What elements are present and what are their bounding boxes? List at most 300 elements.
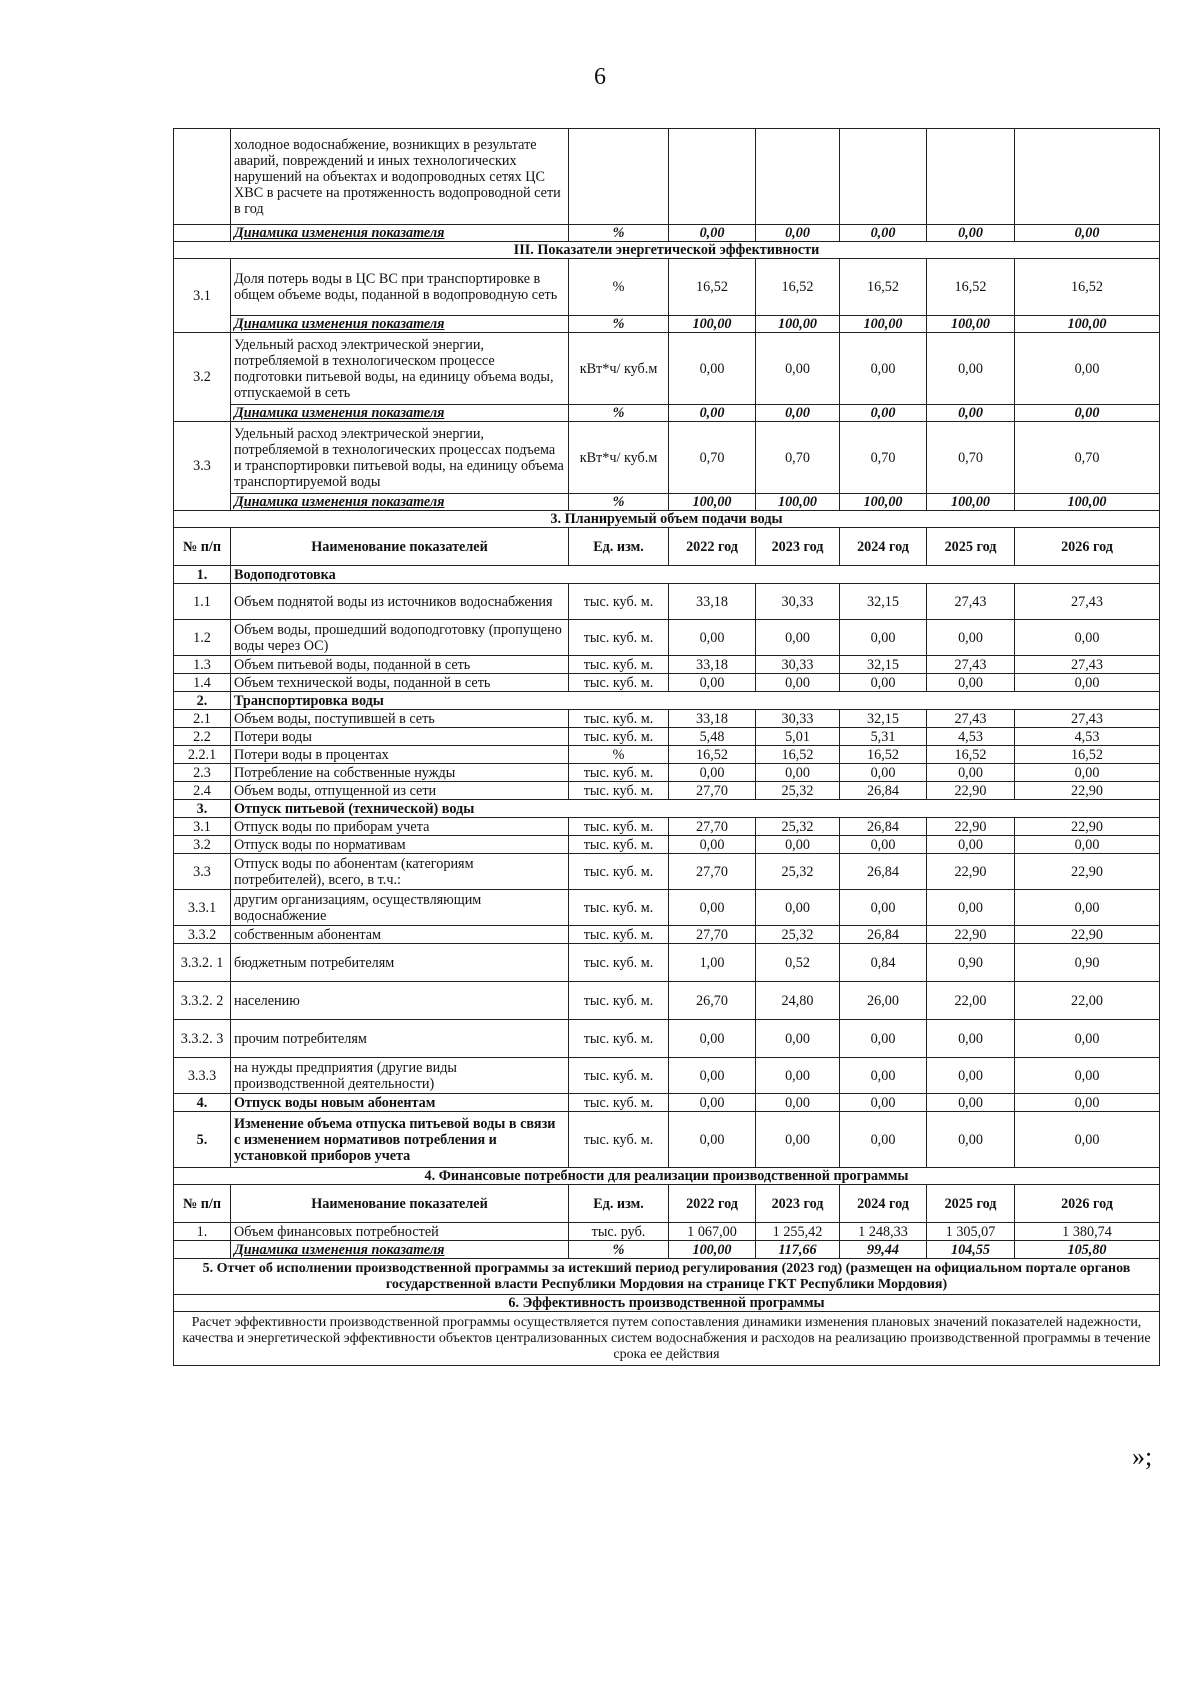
value-cell: 0,00 (756, 1020, 840, 1058)
value-cell: 22,90 (1015, 782, 1160, 800)
row-number-cell: 2.1 (174, 710, 231, 728)
value-cell: 0,00 (756, 764, 840, 782)
table-row (174, 333, 1160, 405)
value-cell: 16,52 (1015, 746, 1160, 764)
value-cell: 100,00 (840, 494, 927, 511)
value-cell: 0,00 (669, 1112, 756, 1168)
indicator-name: Объем поднятой воды из источников водоснабжения (231, 584, 569, 620)
value-cell: 0,70 (927, 422, 1015, 494)
section-title: 3. Планируемый объем подачи воды (174, 511, 1160, 528)
value-cell: 0,00 (1015, 620, 1160, 656)
value-cell: 0,00 (840, 1094, 927, 1112)
section-title: III. Показатели энергетической эффективности (174, 242, 1160, 259)
value-cell: 0,00 (927, 1058, 1015, 1094)
value-cell: 0,00 (927, 1020, 1015, 1058)
value-cell: 16,52 (840, 259, 927, 316)
value-cell: 0,00 (840, 1058, 927, 1094)
value-cell: 25,32 (756, 854, 840, 890)
value-cell: 0,00 (927, 1112, 1015, 1168)
column-header: 2022 год (669, 1185, 756, 1223)
value-cell: 100,00 (1015, 494, 1160, 511)
indicator-name: населению (231, 982, 569, 1020)
column-header: № п/п (174, 1185, 231, 1223)
value-cell: 16,52 (669, 746, 756, 764)
row-number-cell: 2.2.1 (174, 746, 231, 764)
row-number-cell: 2.3 (174, 764, 231, 782)
value-cell: 4,53 (927, 728, 1015, 746)
section-title-row (174, 1168, 1160, 1185)
indicator-name: собственным абонентам (231, 926, 569, 944)
unit-cell: % (569, 1241, 669, 1259)
value-cell: 26,00 (840, 982, 927, 1020)
indicator-name: Объем воды, поступившей в сеть (231, 710, 569, 728)
unit-cell: тыс. куб. м. (569, 764, 669, 782)
value-cell: 0,00 (840, 1112, 927, 1168)
indicator-name: Отпуск воды по абонентам (категориям потребителей), всего, в т.ч.: (231, 854, 569, 890)
value-cell: 0,00 (927, 836, 1015, 854)
table-row (174, 584, 1160, 620)
row-number-cell (174, 225, 231, 242)
section-title: 5. Отчет об исполнении производственной программы за истекший период регулирования (2023 год) (размещен на официальном портале органов государственной власти Республики Мордовия на странице ГКТ Республики Мордовия) (174, 1259, 1160, 1295)
unit-cell: тыс. куб. м. (569, 1020, 669, 1058)
value-cell: 0,00 (756, 225, 840, 242)
value-cell: 0,00 (669, 405, 756, 422)
group-title: Транспортировка воды (231, 692, 1160, 710)
indicator-name: Динамика изменения показателя (231, 316, 569, 333)
value-cell: 0,00 (1015, 225, 1160, 242)
unit-cell: тыс. куб. м. (569, 782, 669, 800)
table-row (174, 656, 1160, 674)
value-cell: 0,52 (756, 944, 840, 982)
value-cell: 100,00 (1015, 316, 1160, 333)
indicator-name: Динамика изменения показателя (231, 405, 569, 422)
value-cell: 0,00 (840, 620, 927, 656)
row-number-cell: 1.4 (174, 674, 231, 692)
column-header: Наименование показателей (231, 1185, 569, 1223)
value-cell: 0,00 (1015, 1058, 1160, 1094)
row-number-cell: 3.3.2 (174, 926, 231, 944)
indicator-name: Динамика изменения показателя (231, 494, 569, 511)
table-row (174, 728, 1160, 746)
value-cell: 22,90 (1015, 926, 1160, 944)
indicator-name: Потери воды в процентах (231, 746, 569, 764)
column-header: 2025 год (927, 528, 1015, 566)
value-cell: 33,18 (669, 656, 756, 674)
value-cell: 27,43 (927, 710, 1015, 728)
unit-cell: тыс. куб. м. (569, 926, 669, 944)
unit-cell: тыс. куб. м. (569, 944, 669, 982)
value-cell: 30,33 (756, 710, 840, 728)
value-cell (1015, 129, 1160, 225)
value-cell: 4,53 (1015, 728, 1160, 746)
value-cell: 104,55 (927, 1241, 1015, 1259)
table-row (174, 1058, 1160, 1094)
value-cell: 22,90 (927, 782, 1015, 800)
value-cell: 1 255,42 (756, 1223, 840, 1241)
value-cell: 0,70 (669, 422, 756, 494)
row-number-cell: 4. (174, 1094, 231, 1112)
value-cell: 100,00 (756, 494, 840, 511)
unit-cell: % (569, 494, 669, 511)
value-cell: 0,70 (1015, 422, 1160, 494)
value-cell: 0,84 (840, 944, 927, 982)
group-title: Отпуск питьевой (технической) воды (231, 800, 1160, 818)
column-header: Наименование показателей (231, 528, 569, 566)
value-cell: 16,52 (669, 259, 756, 316)
table-row (174, 890, 1160, 926)
table-row (174, 422, 1160, 494)
value-cell: 25,32 (756, 818, 840, 836)
value-cell: 0,00 (927, 620, 1015, 656)
unit-cell: % (569, 405, 669, 422)
value-cell (840, 129, 927, 225)
value-cell: 27,70 (669, 854, 756, 890)
value-cell: 0,00 (840, 836, 927, 854)
value-cell: 0,00 (669, 225, 756, 242)
value-cell: 1 380,74 (1015, 1223, 1160, 1241)
value-cell: 22,90 (1015, 854, 1160, 890)
value-cell: 0,00 (840, 1020, 927, 1058)
row-number-cell: 3.1 (174, 259, 231, 333)
value-cell: 16,52 (1015, 259, 1160, 316)
value-cell: 0,00 (756, 333, 840, 405)
value-cell: 0,00 (927, 674, 1015, 692)
indicator-name: Объем воды, прошедший водоподготовку (пропущено воды через ОС) (231, 620, 569, 656)
value-cell: 0,00 (840, 333, 927, 405)
value-cell: 32,15 (840, 710, 927, 728)
value-cell: 0,00 (669, 333, 756, 405)
value-cell: 0,00 (1015, 890, 1160, 926)
section-title-row (174, 1259, 1160, 1295)
value-cell: 26,84 (840, 926, 927, 944)
section-title: 6. Эффективность производственной программы (174, 1295, 1160, 1312)
value-cell: 1,00 (669, 944, 756, 982)
table-row (174, 225, 1160, 242)
value-cell: 33,18 (669, 584, 756, 620)
column-header: № п/п (174, 528, 231, 566)
value-cell: 0,00 (669, 890, 756, 926)
value-cell: 100,00 (669, 1241, 756, 1259)
column-header: 2022 год (669, 528, 756, 566)
table-row (174, 764, 1160, 782)
table-row (174, 494, 1160, 511)
row-number-cell: 2.2 (174, 728, 231, 746)
value-cell: 0,00 (756, 1094, 840, 1112)
value-cell: 0,00 (1015, 836, 1160, 854)
page-number: 6 (594, 64, 606, 90)
unit-cell: кВт*ч/ куб.м (569, 333, 669, 405)
value-cell: 30,33 (756, 656, 840, 674)
value-cell: 0,00 (840, 890, 927, 926)
row-number-cell: 1. (174, 1223, 231, 1241)
value-cell: 27,43 (1015, 656, 1160, 674)
table-row (174, 1112, 1160, 1168)
value-cell: 27,70 (669, 926, 756, 944)
table-row (174, 1094, 1160, 1112)
indicator-name: Объем технической воды, поданной в сеть (231, 674, 569, 692)
value-cell: 0,00 (756, 890, 840, 926)
column-header: 2024 год (840, 1185, 927, 1223)
value-cell: 32,15 (840, 584, 927, 620)
indicator-name: прочим потребителям (231, 1020, 569, 1058)
value-cell: 0,00 (756, 620, 840, 656)
table-row (174, 818, 1160, 836)
column-header: 2024 год (840, 528, 927, 566)
unit-cell: % (569, 316, 669, 333)
column-header: 2025 год (927, 1185, 1015, 1223)
value-cell: 22,00 (927, 982, 1015, 1020)
value-cell: 27,43 (1015, 584, 1160, 620)
column-header: 2023 год (756, 528, 840, 566)
unit-cell: тыс. куб. м. (569, 854, 669, 890)
value-cell: 5,31 (840, 728, 927, 746)
column-header: 2026 год (1015, 528, 1160, 566)
value-cell: 0,00 (669, 836, 756, 854)
column-header: 2023 год (756, 1185, 840, 1223)
value-cell: 26,84 (840, 818, 927, 836)
table-row (174, 674, 1160, 692)
value-cell: 100,00 (756, 316, 840, 333)
row-number-cell: 3.2 (174, 333, 231, 422)
column-header: Ед. изм. (569, 528, 669, 566)
closing-mark: »; (1132, 1442, 1153, 1471)
value-cell: 16,52 (756, 746, 840, 764)
indicator-name: Объем питьевой воды, поданной в сеть (231, 656, 569, 674)
indicator-name: Отпуск воды по нормативам (231, 836, 569, 854)
production-program-table (173, 128, 1160, 1366)
table-row (174, 316, 1160, 333)
value-cell: 0,00 (669, 1020, 756, 1058)
value-cell: 100,00 (927, 494, 1015, 511)
value-cell: 0,00 (1015, 333, 1160, 405)
value-cell: 0,00 (840, 225, 927, 242)
value-cell: 33,18 (669, 710, 756, 728)
value-cell: 0,00 (1015, 1020, 1160, 1058)
value-cell: 25,32 (756, 926, 840, 944)
table-row (174, 692, 1160, 710)
table-row (174, 944, 1160, 982)
value-cell: 27,43 (1015, 710, 1160, 728)
value-cell (669, 129, 756, 225)
value-cell: 26,70 (669, 982, 756, 1020)
row-number-cell (174, 129, 231, 225)
unit-cell: тыс. куб. м. (569, 656, 669, 674)
value-cell: 27,70 (669, 782, 756, 800)
value-cell: 105,80 (1015, 1241, 1160, 1259)
value-cell: 0,00 (669, 1094, 756, 1112)
indicator-name: Динамика изменения показателя (231, 1241, 569, 1259)
value-cell: 0,00 (1015, 674, 1160, 692)
value-cell: 0,00 (1015, 764, 1160, 782)
table-row (174, 800, 1160, 818)
column-header: Ед. изм. (569, 1185, 669, 1223)
table-row (174, 129, 1160, 225)
unit-cell: тыс. куб. м. (569, 674, 669, 692)
table-row (174, 836, 1160, 854)
value-cell: 0,00 (669, 674, 756, 692)
table-row (174, 782, 1160, 800)
row-number-cell: 2.4 (174, 782, 231, 800)
table-row (174, 1223, 1160, 1241)
value-cell: 0,00 (756, 674, 840, 692)
unit-cell: тыс. куб. м. (569, 728, 669, 746)
value-cell: 26,84 (840, 782, 927, 800)
section-title-row (174, 1295, 1160, 1312)
table-row (174, 259, 1160, 316)
value-cell: 0,70 (756, 422, 840, 494)
table-row (174, 566, 1160, 584)
table-row (174, 1241, 1160, 1259)
row-number-cell: 3.1 (174, 818, 231, 836)
table-row (174, 746, 1160, 764)
value-cell: 0,00 (927, 405, 1015, 422)
value-cell: 100,00 (669, 494, 756, 511)
paragraph-text: Расчет эффективности производственной программы осуществляется путем сопоставления динамики изменения плановых значений показателей надежности, качества и энергетической эффективности объектов централизованных систем водоснабжения и расходов на реализацию производственной программы в течение срока ее действия (174, 1312, 1160, 1366)
table-row (174, 982, 1160, 1020)
row-number-cell: 3.3.2. 1 (174, 944, 231, 982)
row-number-cell: 5. (174, 1112, 231, 1168)
indicator-name: Доля потерь воды в ЦС ВС при транспортировке в общем объеме воды, поданной в водопроводную сеть (231, 259, 569, 316)
value-cell: 0,00 (669, 1058, 756, 1094)
value-cell: 100,00 (840, 316, 927, 333)
row-number-cell: 1.1 (174, 584, 231, 620)
value-cell: 27,43 (927, 584, 1015, 620)
indicator-name: другим организациям, осуществляющим водоснабжение (231, 890, 569, 926)
value-cell: 100,00 (669, 316, 756, 333)
value-cell: 0,00 (669, 764, 756, 782)
value-cell: 22,00 (1015, 982, 1160, 1020)
unit-cell (569, 129, 669, 225)
value-cell: 0,90 (1015, 944, 1160, 982)
row-number-cell: 3. (174, 800, 231, 818)
table-row (174, 710, 1160, 728)
value-cell: 24,80 (756, 982, 840, 1020)
value-cell: 27,70 (669, 818, 756, 836)
value-cell: 27,43 (927, 656, 1015, 674)
table-row (174, 1020, 1160, 1058)
indicator-name: Отпуск воды новым абонентам (231, 1094, 569, 1112)
table-row (174, 1312, 1160, 1366)
value-cell: 22,90 (927, 926, 1015, 944)
value-cell: 16,52 (927, 746, 1015, 764)
table-row (174, 620, 1160, 656)
indicator-name: Отпуск воды по приборам учета (231, 818, 569, 836)
section-title-row (174, 511, 1160, 528)
row-number-cell: 3.3 (174, 854, 231, 890)
row-number-cell: 3.3 (174, 422, 231, 511)
group-title: Водоподготовка (231, 566, 1160, 584)
value-cell: 22,90 (927, 854, 1015, 890)
value-cell: 1 248,33 (840, 1223, 927, 1241)
section-title-row (174, 242, 1160, 259)
value-cell: 117,66 (756, 1241, 840, 1259)
value-cell: 32,15 (840, 656, 927, 674)
unit-cell: тыс. куб. м. (569, 1058, 669, 1094)
indicator-name: Объем воды, отпущенной из сети (231, 782, 569, 800)
table-row (174, 926, 1160, 944)
unit-cell: кВт*ч/ куб.м (569, 422, 669, 494)
value-cell: 0,00 (927, 333, 1015, 405)
indicator-name: Объем финансовых потребностей (231, 1223, 569, 1241)
unit-cell: тыс. куб. м. (569, 982, 669, 1020)
table-row (174, 405, 1160, 422)
value-cell: 0,00 (927, 890, 1015, 926)
column-header: 2026 год (1015, 1185, 1160, 1223)
unit-cell: % (569, 225, 669, 242)
value-cell: 0,00 (756, 1112, 840, 1168)
unit-cell: тыс. куб. м. (569, 1094, 669, 1112)
indicator-name: бюджетным потребителям (231, 944, 569, 982)
value-cell: 0,00 (1015, 1112, 1160, 1168)
indicator-name: Удельный расход электрической энергии, потребляемой в технологических процессах подъема и транспортировки питьевой воды, на единицу объема транспортируемой воды (231, 422, 569, 494)
indicator-name: на нужды предприятия (другие виды производственной деятельности) (231, 1058, 569, 1094)
row-number-cell: 3.3.1 (174, 890, 231, 926)
indicator-name: Потребление на собственные нужды (231, 764, 569, 782)
value-cell: 16,52 (927, 259, 1015, 316)
value-cell (756, 129, 840, 225)
row-number-cell: 1. (174, 566, 231, 584)
value-cell: 0,00 (840, 764, 927, 782)
header-row (174, 1185, 1160, 1223)
value-cell: 22,90 (927, 818, 1015, 836)
value-cell: 0,00 (756, 836, 840, 854)
row-number-cell: 1.2 (174, 620, 231, 656)
value-cell: 0,00 (927, 1094, 1015, 1112)
row-number-cell: 2. (174, 692, 231, 710)
value-cell: 0,00 (1015, 405, 1160, 422)
value-cell: 5,01 (756, 728, 840, 746)
value-cell: 0,90 (927, 944, 1015, 982)
unit-cell: тыс. куб. м. (569, 836, 669, 854)
value-cell: 1 305,07 (927, 1223, 1015, 1241)
value-cell: 0,00 (840, 674, 927, 692)
value-cell: 16,52 (756, 259, 840, 316)
value-cell: 0,00 (669, 620, 756, 656)
row-number-cell: 3.3.2. 3 (174, 1020, 231, 1058)
value-cell (927, 129, 1015, 225)
row-number-cell: 3.3.2. 2 (174, 982, 231, 1020)
unit-cell: тыс. куб. м. (569, 1112, 669, 1168)
unit-cell: тыс. куб. м. (569, 620, 669, 656)
value-cell: 22,90 (1015, 818, 1160, 836)
indicator-name: Изменение объема отпуска питьевой воды в связи с изменением нормативов потребления и установкой приборов учета (231, 1112, 569, 1168)
value-cell: 0,70 (840, 422, 927, 494)
value-cell: 25,32 (756, 782, 840, 800)
value-cell: 100,00 (927, 316, 1015, 333)
value-cell: 0,00 (756, 405, 840, 422)
row-number-cell (174, 1241, 231, 1259)
value-cell: 5,48 (669, 728, 756, 746)
value-cell: 0,00 (927, 225, 1015, 242)
value-cell: 0,00 (927, 764, 1015, 782)
value-cell: 30,33 (756, 584, 840, 620)
value-cell: 0,00 (1015, 1094, 1160, 1112)
value-cell: 99,44 (840, 1241, 927, 1259)
header-row (174, 528, 1160, 566)
unit-cell: тыс. куб. м. (569, 584, 669, 620)
unit-cell: тыс. куб. м. (569, 818, 669, 836)
unit-cell: тыс. куб. м. (569, 710, 669, 728)
value-cell: 0,00 (840, 405, 927, 422)
row-number-cell: 1.3 (174, 656, 231, 674)
table-body (174, 129, 1160, 1366)
row-number-cell: 3.2 (174, 836, 231, 854)
table-row (174, 854, 1160, 890)
unit-cell: % (569, 746, 669, 764)
indicator-name: Удельный расход электрической энергии, потребляемой в технологическом процессе подготовки питьевой воды, на единицу объема воды, отпускаемой в сеть (231, 333, 569, 405)
unit-cell: % (569, 259, 669, 316)
value-cell: 26,84 (840, 854, 927, 890)
